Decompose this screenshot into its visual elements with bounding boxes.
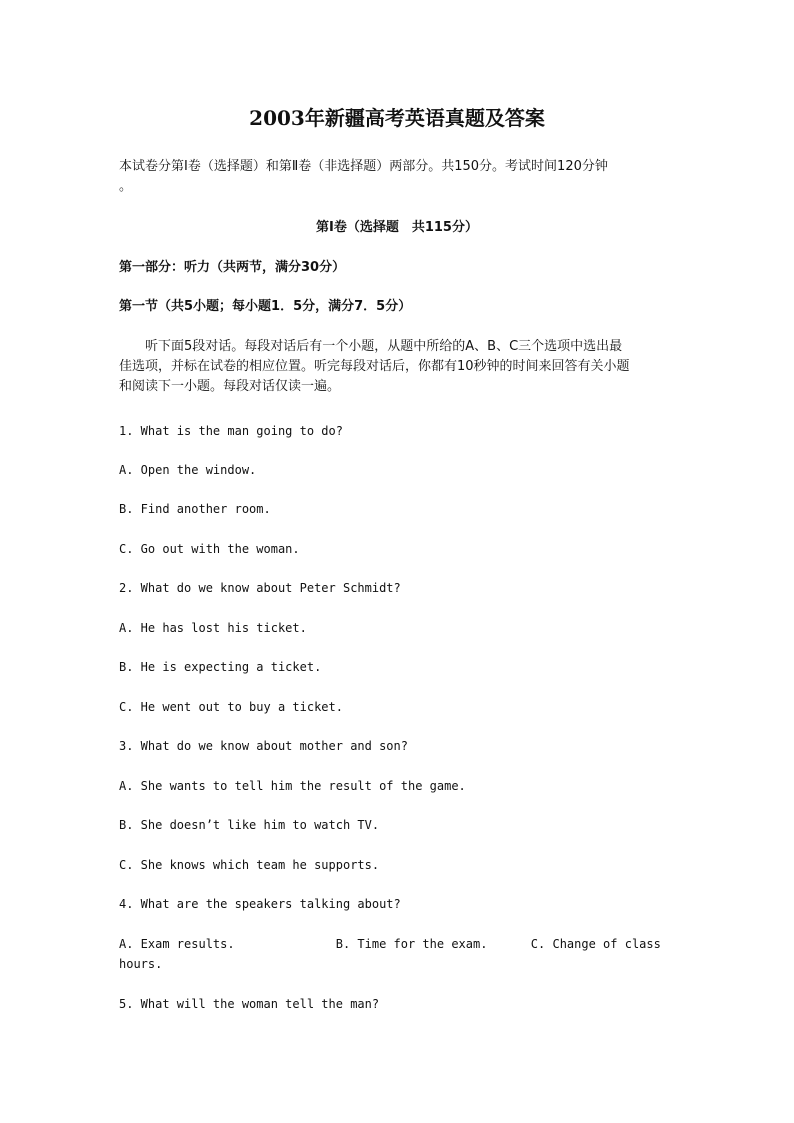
question-1-option-b: B. Find another room.: [119, 502, 271, 516]
question-5-stem: 5. What will the woman tell the man?: [119, 997, 380, 1011]
intro-text-line-1: 本试卷分第Ⅰ卷（选择题）和第Ⅱ卷（非选择题）两部分。共150分。考试时间120分钟: [119, 159, 608, 174]
instructions-line-2: 佳选项，并标在试卷的相应位置。听完每段对话后，你都有10秒钟的时间来回答有关小题: [119, 359, 630, 374]
question-4-stem: 4. What are the speakers talking about?: [119, 897, 401, 911]
question-2-option-c: C. He went out to buy a ticket.: [119, 700, 343, 714]
section-one-heading: 第一节（共5小题；每小题1．5分，满分7．5分）: [119, 299, 412, 314]
question-3-option-b: B. She doesn’t like him to watch TV.: [119, 818, 380, 832]
question-3-stem: 3. What do we know about mother and son?: [119, 739, 408, 753]
instructions-line-3: 和阅读下一小题。每段对话仅读一遍。: [119, 379, 341, 394]
section-title: 第Ⅰ卷（选择题 共115分）: [316, 220, 478, 235]
question-1-stem: 1. What is the man going to do?: [119, 424, 343, 438]
question-4-options-line-2: hours.: [119, 957, 163, 971]
question-4-options-line-1: A. Exam results. B. Time for the exam. C. Change of class: [119, 937, 661, 951]
question-2-option-a: A. He has lost his ticket.: [119, 621, 307, 635]
part-one-heading: 第一部分：听力（共两节，满分30分）: [119, 260, 346, 275]
question-2-stem: 2. What do we know about Peter Schmidt?: [119, 581, 401, 595]
instructions-line-1: 听下面5段对话。每段对话后有一个小题，从题中所给的A、B、C三个选项中选出最: [119, 339, 623, 354]
question-3-option-a: A. She wants to tell him the result of the game.: [119, 779, 466, 793]
question-3-option-c: C. She knows which team he supports.: [119, 858, 380, 872]
document-title: 2003年新疆高考英语真题及答案: [249, 106, 545, 130]
question-1-option-a: A. Open the window.: [119, 463, 257, 477]
question-1-option-c: C. Go out with the woman.: [119, 542, 300, 556]
intro-text-line-2: 。: [119, 179, 133, 194]
question-2-option-b: B. He is expecting a ticket.: [119, 660, 322, 674]
